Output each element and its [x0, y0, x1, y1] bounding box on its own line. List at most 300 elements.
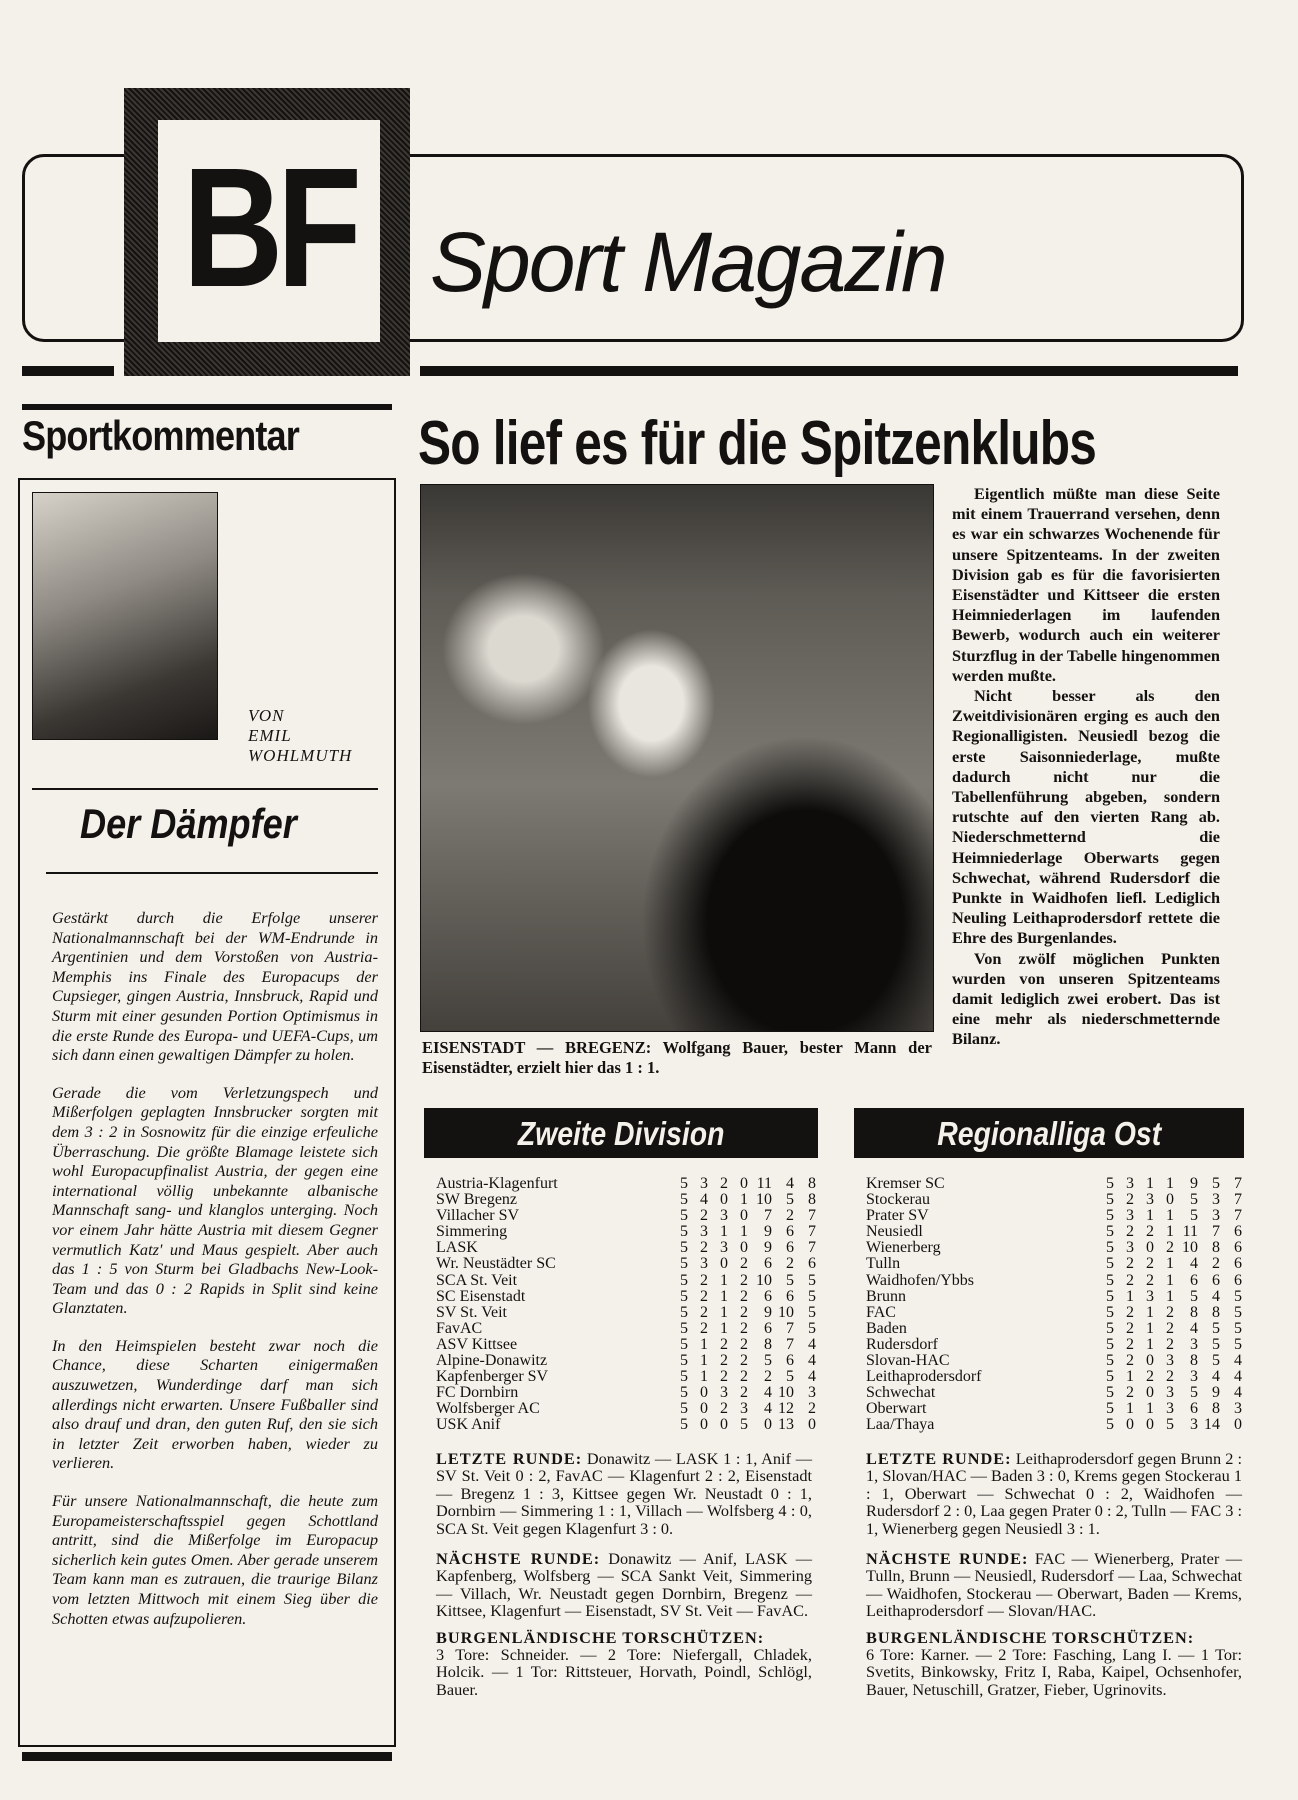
scorers-label: BURGENLÄNDISCHE TORSCHÜTZEN: [866, 1627, 1195, 1647]
stat-cell: 1 [1146, 1335, 1154, 1353]
team-name: Oberwart [866, 1400, 927, 1418]
stat-cell: 5 [1212, 1335, 1220, 1353]
stat-cell: 14 [1204, 1416, 1220, 1434]
standings-row [436, 1369, 816, 1385]
commentary-body [52, 908, 378, 1646]
standings-row [866, 1192, 1242, 1208]
stat-cell: 0 [740, 1175, 748, 1192]
commentary-paragraph: In den Heimspielen besteht zwar noch die Chance, diese Scharten einigermaßen auszuwetzen, Wunderdinge darf man sich allerdings nicht erwarten. Unsere Fußballer sind also drauf und dran, den guten Ruf, den sie sich in letzter Zeit erworben haben, wieder zu verlieren. [52, 1335, 378, 1473]
stat-cell: 3 [700, 1223, 708, 1241]
stat-cell: 2 [1126, 1352, 1134, 1370]
standings-row [866, 1176, 1242, 1192]
team-name: Rudersdorf [866, 1335, 938, 1353]
standings-row [436, 1192, 816, 1208]
stat-cell: 6 [764, 1287, 772, 1305]
stat-cell: 7 [1234, 1175, 1242, 1192]
stat-cell: 2 [700, 1287, 708, 1305]
stat-cell: 4 [700, 1191, 708, 1209]
stat-cell: 4 [1234, 1368, 1242, 1386]
stat-cell: 2 [1146, 1223, 1154, 1241]
team-name: FavAC [436, 1319, 483, 1337]
stat-cell: 2 [740, 1271, 748, 1289]
intro-paragraph: Von zwölf möglichen Punkten wurden von unseren Spitzenteams damit lediglich zwei erobert. Das ist eine mehr als niederschmetternde Bilanz. [952, 948, 1220, 1049]
headline-rule-top [32, 788, 378, 790]
stat-cell: 3 [1212, 1191, 1220, 1209]
team-name: ASV Kittsee [436, 1335, 518, 1353]
author-byline [248, 706, 352, 766]
stat-cell: 0 [1146, 1384, 1154, 1402]
team-stats [674, 1305, 816, 1321]
commentary-paragraph: Gerade die vom Verletzungspech und Mißerfolgen geplagten Innsbrucker sorgten mit dem 3 : 2 in Sosnowitz für die einzige erfeuliche Überraschung. Die größte Blamage leistete sich wohl Europacupfinalist Austria, der gegen eine international völlig unbekannte albanische Mannschaft sang- und klanglos unterging. Noch vor einem Jahr hätte Austria mit diesem Gegner vermutlich Katz' und Maus gespielt. Aber auch das 1 : 5 von Sturm bei Gladbachs New-Look-Team und das 0 : 2 Rapids in Split sind keine Glanztaten. [52, 1082, 378, 1318]
team-stats [1100, 1369, 1242, 1385]
stat-cell: 1 [1166, 1207, 1174, 1225]
commentary-top-rule [22, 404, 392, 410]
stat-cell: 5 [680, 1239, 688, 1257]
team-stats [1100, 1224, 1242, 1240]
stat-cell: 0 [808, 1416, 816, 1434]
team-stats [1100, 1192, 1242, 1208]
standings-row [436, 1240, 816, 1256]
team-name: Stockerau [866, 1191, 930, 1209]
stat-cell: 7 [1234, 1207, 1242, 1225]
stat-cell: 5 [1106, 1287, 1114, 1305]
stat-cell: 1 [1126, 1368, 1134, 1386]
stat-cell: 5 [680, 1271, 688, 1289]
team-name: SCA St. Veit [436, 1271, 518, 1289]
stat-cell: 3 [700, 1175, 708, 1192]
stat-cell: 1 [720, 1303, 728, 1321]
team-stats [1100, 1353, 1242, 1369]
stat-cell: 2 [1146, 1271, 1154, 1289]
team-stats [1100, 1176, 1242, 1192]
stat-cell: 5 [680, 1384, 688, 1402]
stat-cell: 2 [808, 1400, 816, 1418]
stat-cell: 0 [1146, 1352, 1154, 1370]
stat-cell: 1 [1166, 1223, 1174, 1241]
stat-cell: 4 [808, 1352, 816, 1370]
stat-cell: 2 [740, 1335, 748, 1353]
stat-cell: 9 [1190, 1175, 1198, 1192]
stat-cell: 5 [764, 1352, 772, 1370]
stat-cell: 2 [1126, 1303, 1134, 1321]
stat-cell: 11 [756, 1175, 772, 1192]
stat-cell: 1 [700, 1352, 708, 1370]
stat-cell: 5 [680, 1287, 688, 1305]
stat-cell: 3 [1190, 1368, 1198, 1386]
stat-cell: 3 [720, 1207, 728, 1225]
match-photo [420, 484, 934, 1032]
division2-title: Zweite Division [517, 1115, 725, 1152]
team-name: Alpine-Donawitz [436, 1352, 548, 1370]
stat-cell: 3 [808, 1384, 816, 1402]
team-stats [674, 1176, 816, 1192]
division2-scorers [436, 1629, 812, 1699]
team-stats [674, 1273, 816, 1289]
main-headline: So lief es für die Spitzenklubs [418, 409, 1097, 478]
stat-cell: 2 [1126, 1271, 1134, 1289]
stat-cell: 6 [1234, 1255, 1242, 1273]
stat-cell: 10 [778, 1303, 794, 1321]
team-stats [674, 1289, 816, 1305]
stat-cell: 5 [808, 1303, 816, 1321]
team-stats [1100, 1401, 1242, 1417]
team-stats [674, 1240, 816, 1256]
team-name: LASK [436, 1239, 478, 1257]
team-name: SW Bregenz [436, 1191, 518, 1209]
division2-results [436, 1450, 812, 1711]
stat-cell: 8 [808, 1175, 816, 1192]
standings-row [866, 1417, 1242, 1433]
byline-von: VON [248, 706, 285, 725]
stat-cell: 1 [1146, 1400, 1154, 1418]
standings-row [866, 1369, 1242, 1385]
team-name: Laa/Thaya [866, 1416, 935, 1434]
stat-cell: 2 [700, 1319, 708, 1337]
commentary-paragraph: Gestärkt durch die Erfolge unserer Nationalmannschaft bei der WM-Endrunde in Argentinien und dem Vorstoßen von Austria-Memphis ins Finale des Europacups der Cupsieger, gingen Austria, Innsbruck, Rapid und Sturm mit einer gesunden Portion Optimismus in die erste Runde des Europa- und UEFA-Cups, um sich dann einen gewaltigen Dämpfer zu holen. [52, 908, 378, 1065]
next-round-label: NÄCHSTE RUNDE: [436, 1549, 601, 1569]
team-name: Wr. Neustädter SC [436, 1255, 556, 1273]
team-name: Prater SV [866, 1207, 929, 1225]
standings-row [866, 1353, 1242, 1369]
stat-cell: 1 [1146, 1303, 1154, 1321]
stat-cell: 8 [808, 1191, 816, 1209]
stat-cell: 0 [700, 1384, 708, 1402]
stat-cell: 3 [1126, 1239, 1134, 1257]
stat-cell: 0 [700, 1416, 708, 1434]
stat-cell: 5 [1212, 1175, 1220, 1192]
stat-cell: 5 [680, 1175, 688, 1192]
stat-cell: 3 [1146, 1191, 1154, 1209]
standings-row [436, 1401, 816, 1417]
next-round-label: NÄCHSTE RUNDE: [866, 1549, 1029, 1569]
standings-row [436, 1337, 816, 1353]
stat-cell: 0 [740, 1207, 748, 1225]
team-name: SV St. Veit [436, 1303, 507, 1321]
stat-cell: 5 [1106, 1400, 1114, 1418]
team-stats [674, 1385, 816, 1401]
stat-cell: 2 [1126, 1319, 1134, 1337]
stat-cell: 2 [1126, 1384, 1134, 1402]
stat-cell: 5 [680, 1191, 688, 1209]
team-stats [674, 1192, 816, 1208]
stat-cell: 5 [680, 1416, 688, 1434]
stat-cell: 5 [680, 1368, 688, 1386]
team-name: FC Dornbirn [436, 1384, 519, 1402]
standings-row [436, 1273, 816, 1289]
stat-cell: 1 [700, 1335, 708, 1353]
stat-cell: 6 [764, 1255, 772, 1273]
standings-row [436, 1256, 816, 1272]
stat-cell: 5 [680, 1223, 688, 1241]
stat-cell: 5 [680, 1255, 688, 1273]
stat-cell: 4 [1212, 1368, 1220, 1386]
stat-cell: 8 [1212, 1239, 1220, 1257]
stat-cell: 5 [1106, 1303, 1114, 1321]
standings-row [866, 1224, 1242, 1240]
stat-cell: 5 [1212, 1319, 1220, 1337]
stat-cell: 5 [1212, 1352, 1220, 1370]
last-round-label: LETZTE RUNDE: [436, 1449, 583, 1468]
stat-cell: 0 [720, 1255, 728, 1273]
standings-row [436, 1289, 816, 1305]
standings-row [436, 1224, 816, 1240]
team-stats [1100, 1240, 1242, 1256]
stat-cell: 5 [1106, 1384, 1114, 1402]
stat-cell: 5 [1190, 1384, 1198, 1402]
stat-cell: 2 [1146, 1368, 1154, 1386]
masthead-rule-left [22, 366, 114, 376]
stat-cell: 2 [1166, 1319, 1174, 1337]
stat-cell: 6 [1234, 1239, 1242, 1257]
stat-cell: 2 [1126, 1191, 1134, 1209]
stat-cell: 5 [1106, 1368, 1114, 1386]
stat-cell: 1 [1126, 1287, 1134, 1305]
stat-cell: 9 [764, 1223, 772, 1241]
regionalliga-next-round [866, 1550, 1242, 1620]
stat-cell: 1 [1146, 1319, 1154, 1337]
stat-cell: 5 [786, 1191, 794, 1209]
regionalliga-title: Regionalliga Ost [937, 1115, 1161, 1152]
team-stats [674, 1337, 816, 1353]
standings-row [866, 1337, 1242, 1353]
stat-cell: 8 [1212, 1303, 1220, 1321]
stat-cell: 13 [778, 1416, 794, 1434]
team-stats [674, 1353, 816, 1369]
stat-cell: 3 [1166, 1352, 1174, 1370]
stat-cell: 6 [786, 1223, 794, 1241]
stat-cell: 3 [700, 1255, 708, 1273]
team-name: SC Eisenstadt [436, 1287, 526, 1305]
division2-last-round [436, 1450, 812, 1537]
stat-cell: 2 [1126, 1223, 1134, 1241]
team-stats [1100, 1273, 1242, 1289]
stat-cell: 5 [1106, 1255, 1114, 1273]
division2-header [424, 1108, 818, 1158]
stat-cell: 6 [808, 1255, 816, 1273]
stat-cell: 3 [1126, 1175, 1134, 1192]
standings-row [436, 1176, 816, 1192]
stat-cell: 5 [680, 1352, 688, 1370]
stat-cell: 5 [1234, 1319, 1242, 1337]
commentary-section-title: Sportkommentar [22, 412, 299, 459]
standings-row [866, 1305, 1242, 1321]
stat-cell: 2 [740, 1352, 748, 1370]
team-stats [674, 1417, 816, 1433]
division2-next-round [436, 1550, 812, 1620]
stat-cell: 1 [1126, 1400, 1134, 1418]
team-stats [1100, 1321, 1242, 1337]
stat-cell: 3 [1234, 1400, 1242, 1418]
team-name: Slovan-HAC [866, 1352, 950, 1370]
stat-cell: 10 [756, 1191, 772, 1209]
stat-cell: 2 [740, 1368, 748, 1386]
stat-cell: 5 [808, 1271, 816, 1289]
intro-paragraph: Eigentlich müßte man diese Seite mit einem Trauerrand versehen, denn es war ein schwarzes Wochenende für unsere Spitzenteams. In der zweiten Division gab es für die favorisierten Eisenstädter und Kittseer die ersten Heimniederlagen im laufenden Bewerb, wodurch auch ein weiterer Sturzflug in der Tabelle hingenommen werden mußte. [952, 484, 1220, 685]
stat-cell: 11 [1182, 1223, 1198, 1241]
team-stats [1100, 1337, 1242, 1353]
stat-cell: 0 [764, 1416, 772, 1434]
stat-cell: 2 [720, 1335, 728, 1353]
team-name: Leithaprodersdorf [866, 1368, 982, 1386]
stat-cell: 5 [1106, 1319, 1114, 1337]
stat-cell: 4 [808, 1368, 816, 1386]
stat-cell: 2 [1166, 1368, 1174, 1386]
stat-cell: 4 [764, 1384, 772, 1402]
stat-cell: 6 [1190, 1271, 1198, 1289]
stat-cell: 3 [1166, 1400, 1174, 1418]
stat-cell: 2 [700, 1207, 708, 1225]
stat-cell: 1 [1146, 1207, 1154, 1225]
stat-cell: 7 [786, 1335, 794, 1353]
stat-cell: 5 [1234, 1287, 1242, 1305]
stat-cell: 1 [1166, 1287, 1174, 1305]
stat-cell: 3 [1190, 1416, 1198, 1434]
standings-row [436, 1353, 816, 1369]
team-stats [674, 1224, 816, 1240]
stat-cell: 2 [700, 1303, 708, 1321]
team-name: Neusiedl [866, 1223, 923, 1241]
stat-cell: 5 [680, 1400, 688, 1418]
stat-cell: 2 [700, 1271, 708, 1289]
team-name: Tulln [866, 1255, 901, 1273]
stat-cell: 9 [764, 1239, 772, 1257]
stat-cell: 6 [1212, 1271, 1220, 1289]
next-round-text: FAC — Wienerberg, Prater — Tulln, Brunn — Neusiedl, Rudersdorf — Laa, Schwechat — Waidhofen, Stockerau — Oberwart, Baden — Krems, Leithaprodersdorf — Slovan/HAC. [866, 1549, 1242, 1621]
stat-cell: 5 [1106, 1207, 1114, 1225]
stat-cell: 12 [778, 1400, 794, 1418]
bf-logo: BF [182, 133, 356, 323]
stat-cell: 5 [1234, 1303, 1242, 1321]
standings-row [436, 1305, 816, 1321]
stat-cell: 2 [764, 1368, 772, 1386]
stat-cell: 2 [1166, 1303, 1174, 1321]
intro-paragraph: Nicht besser als den Zweitdivisionären erging es auch den Regionalligisten. Neusiedl bezog die erste Saisonniederlage, mußte dadurch nicht nur die Tabellenführung abgeben, sondern rutschte auf den vierten Rang ab. Niederschmetternd die Heimniederlage Oberwarts gegen Schwechat, während Rudersdorf die Punkte in Waidhofen liefl. Lediglich Neuling Leithaprodersdorf rettete die Ehre des Burgenlandes. [952, 686, 1220, 948]
stat-cell: 2 [1126, 1255, 1134, 1273]
stat-cell: 9 [1212, 1384, 1220, 1402]
stat-cell: 5 [808, 1319, 816, 1337]
stat-cell: 2 [1212, 1255, 1220, 1273]
stat-cell: 2 [786, 1207, 794, 1225]
stat-cell: 7 [808, 1207, 816, 1225]
stat-cell: 1 [1166, 1255, 1174, 1273]
stat-cell: 3 [1166, 1384, 1174, 1402]
stat-cell: 0 [1166, 1191, 1174, 1209]
stat-cell: 5 [1106, 1352, 1114, 1370]
stat-cell: 5 [1106, 1223, 1114, 1241]
stat-cell: 4 [1234, 1384, 1242, 1402]
team-name: Villacher SV [436, 1207, 520, 1225]
stat-cell: 2 [1166, 1239, 1174, 1257]
stat-cell: 10 [756, 1271, 772, 1289]
stat-cell: 8 [1190, 1352, 1198, 1370]
division2-table [436, 1176, 816, 1438]
stat-cell: 0 [1126, 1416, 1134, 1434]
intro-article [952, 484, 1220, 1050]
stat-cell: 1 [720, 1271, 728, 1289]
team-name: Wienerberg [866, 1239, 941, 1257]
team-name: Waidhofen/Ybbs [866, 1271, 975, 1289]
team-name: Baden [866, 1319, 907, 1337]
stat-cell: 4 [1234, 1352, 1242, 1370]
team-name: Kremser SC [866, 1175, 945, 1192]
standings-row [436, 1208, 816, 1224]
stat-cell: 3 [1126, 1207, 1134, 1225]
standings-row [866, 1256, 1242, 1272]
stat-cell: 5 [1234, 1335, 1242, 1353]
stat-cell: 4 [1190, 1255, 1198, 1273]
regionalliga-table [866, 1176, 1242, 1438]
stat-cell: 5 [680, 1335, 688, 1353]
stat-cell: 7 [808, 1239, 816, 1257]
commentary-paragraph: Für unsere Nationalmannschaft, die heute zum Europameisterschaftsspiel gegen Schottland antritt, sind die Mißerfolge im Europacup sicherlich kein gutes Omen. Aber gerade unserem Team kann man es zutrauen, die traurige Bilanz vom letzten Mittwoch mit einem Sieg über die Schotten etwas aufzupolieren. [52, 1491, 378, 1628]
stat-cell: 3 [1190, 1335, 1198, 1353]
team-stats [674, 1401, 816, 1417]
stat-cell: 8 [1212, 1400, 1220, 1418]
stat-cell: 7 [786, 1319, 794, 1337]
stat-cell: 0 [700, 1400, 708, 1418]
stat-cell: 3 [1146, 1287, 1154, 1305]
byline-first-name: EMIL [248, 726, 292, 745]
stat-cell: 1 [740, 1223, 748, 1241]
stat-cell: 5 [1106, 1191, 1114, 1209]
team-stats [1100, 1385, 1242, 1401]
stat-cell: 7 [1234, 1191, 1242, 1209]
standings-row [866, 1401, 1242, 1417]
stat-cell: 2 [1146, 1255, 1154, 1273]
byline-last-name: WOHLMUTH [248, 746, 353, 765]
stat-cell: 5 [1190, 1191, 1198, 1209]
scorers-text: 3 Tore: Schneider. — 2 Tore: Niefergall, Chladek, Holcik. — 1 Tor: Rittsteuer, Horvath, Poindl, Schlögl, Bauer. [436, 1645, 812, 1699]
stat-cell: 2 [740, 1287, 748, 1305]
stat-cell: 2 [720, 1368, 728, 1386]
team-stats [674, 1321, 816, 1337]
team-stats [674, 1208, 816, 1224]
stat-cell: 4 [786, 1175, 794, 1192]
team-name: Schwechat [866, 1384, 936, 1402]
standings-row [436, 1417, 816, 1433]
standings-row [436, 1385, 816, 1401]
stat-cell: 1 [720, 1223, 728, 1241]
stat-cell: 7 [808, 1223, 816, 1241]
stat-cell: 4 [808, 1335, 816, 1353]
stat-cell: 1 [740, 1191, 748, 1209]
stat-cell: 5 [1106, 1239, 1114, 1257]
headline-rule-bottom [46, 872, 378, 874]
scorers-text: 6 Tore: Karner. — 2 Tore: Fasching, Lang I. — 1 Tor: Svetits, Binkowsky, Fritz I, Raba, Kaipel, Ochsenhofer, Bauer, Netuschill, Gratzer, Fieber, Ugrinovits. [866, 1645, 1242, 1699]
stat-cell: 2 [740, 1255, 748, 1273]
team-name: USK Anif [436, 1416, 501, 1434]
stat-cell: 2 [720, 1352, 728, 1370]
standings-row [866, 1385, 1242, 1401]
stat-cell: 0 [720, 1416, 728, 1434]
stat-cell: 2 [786, 1255, 794, 1273]
masthead-rule-right [420, 366, 1238, 376]
stat-cell: 0 [1146, 1416, 1154, 1434]
stat-cell: 2 [1126, 1335, 1134, 1353]
author-photo [32, 492, 218, 740]
team-name: Wolfsberger AC [436, 1400, 540, 1418]
team-stats [1100, 1256, 1242, 1272]
photo-caption: EISENSTADT — BREGENZ: Wolfgang Bauer, bester Mann der Eisenstädter, erzielt hier das 1 : 1. [422, 1038, 932, 1077]
stat-cell: 5 [1106, 1175, 1114, 1192]
stat-cell: 0 [1234, 1416, 1242, 1434]
stat-cell: 9 [764, 1303, 772, 1321]
stat-cell: 5 [740, 1416, 748, 1434]
stat-cell: 8 [764, 1335, 772, 1353]
standings-row [866, 1208, 1242, 1224]
team-stats [674, 1369, 816, 1385]
stat-cell: 1 [720, 1319, 728, 1337]
